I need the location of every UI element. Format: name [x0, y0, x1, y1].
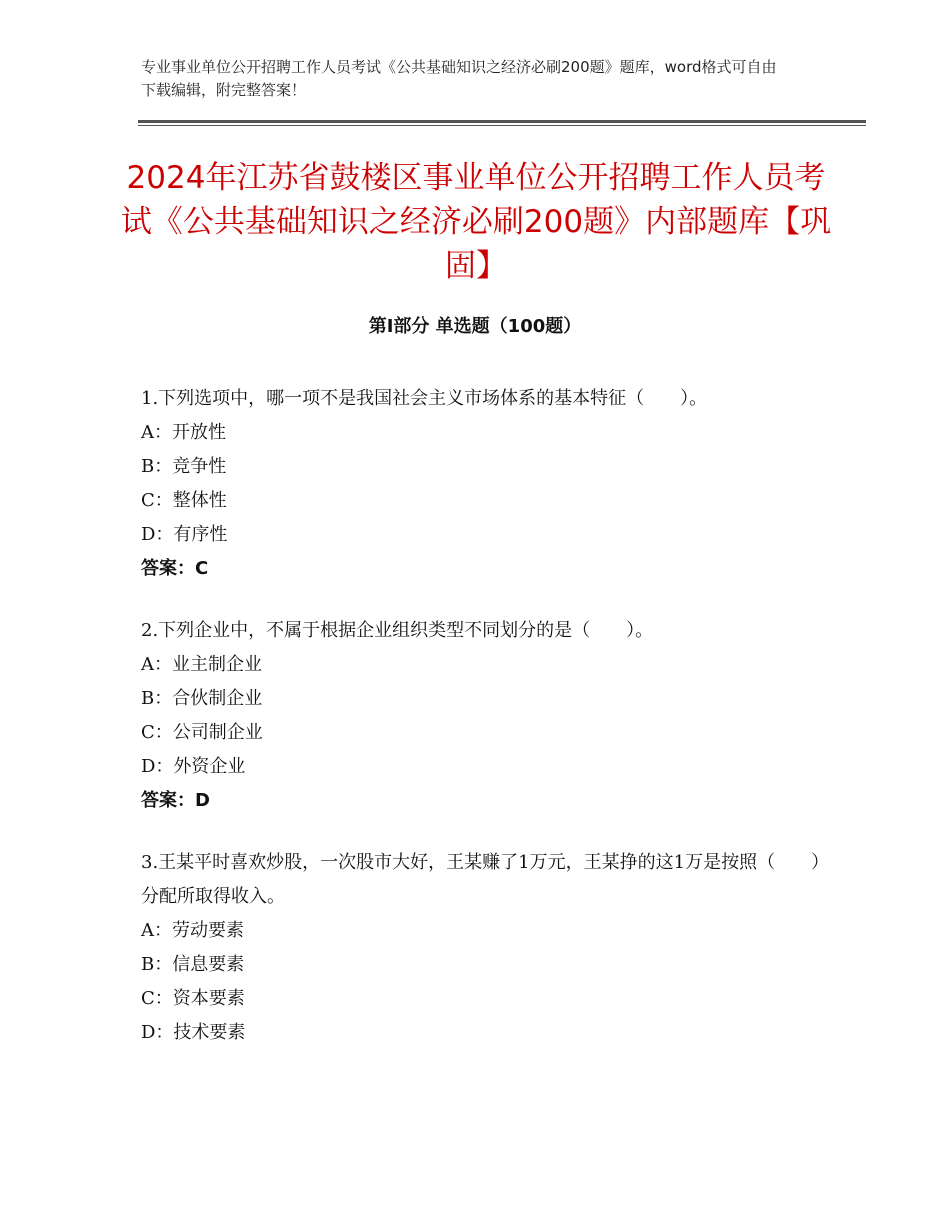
- answer: 答案：D: [141, 790, 210, 811]
- question-stem: 3.王某平时喜欢炒股，一次股市大好，王某赚了1万元，王某挣的这1万是按照（ ）分配所取得收入。: [141, 852, 821, 907]
- option-a: A：劳动要素: [141, 920, 244, 941]
- answer: 答案：C: [141, 558, 209, 579]
- option-d: D：外资企业: [141, 756, 246, 777]
- option-b: B：信息要素: [141, 954, 245, 975]
- header-divider: [138, 120, 866, 126]
- option-a: A：开放性: [141, 422, 226, 443]
- question-stem: 2.下列企业中，不属于根据企业组织类型不同划分的是（ ）。: [141, 620, 654, 641]
- option-c: C：公司制企业: [141, 722, 263, 743]
- option-d: D：有序性: [141, 524, 228, 545]
- question-list: [141, 382, 821, 1078]
- document-title: 2024年江苏省鼓楼区事业单位公开招聘工作人员考试《公共基础知识之经济必刷200题》内部题库【巩固】: [120, 160, 832, 284]
- option-b: B：合伙制企业: [141, 688, 263, 709]
- header-note: 专业事业单位公开招聘工作人员考试《公共基础知识之经济必刷200题》题库，word格式可自由下载编辑，附完整答案！: [141, 58, 777, 99]
- question-2: [141, 614, 821, 818]
- option-c: C：资本要素: [141, 988, 245, 1009]
- option-a: A：业主制企业: [141, 654, 262, 675]
- question-stem: 1.下列选项中，哪一项不是我国社会主义市场体系的基本特征（ ）。: [141, 388, 708, 409]
- option-c: C：整体性: [141, 490, 227, 511]
- question-3: [141, 846, 821, 1050]
- option-b: B：竞争性: [141, 456, 227, 477]
- question-1: [141, 382, 821, 586]
- section-title: 第Ⅰ部分 单选题（100题）: [368, 316, 582, 337]
- option-d: D：技术要素: [141, 1022, 246, 1043]
